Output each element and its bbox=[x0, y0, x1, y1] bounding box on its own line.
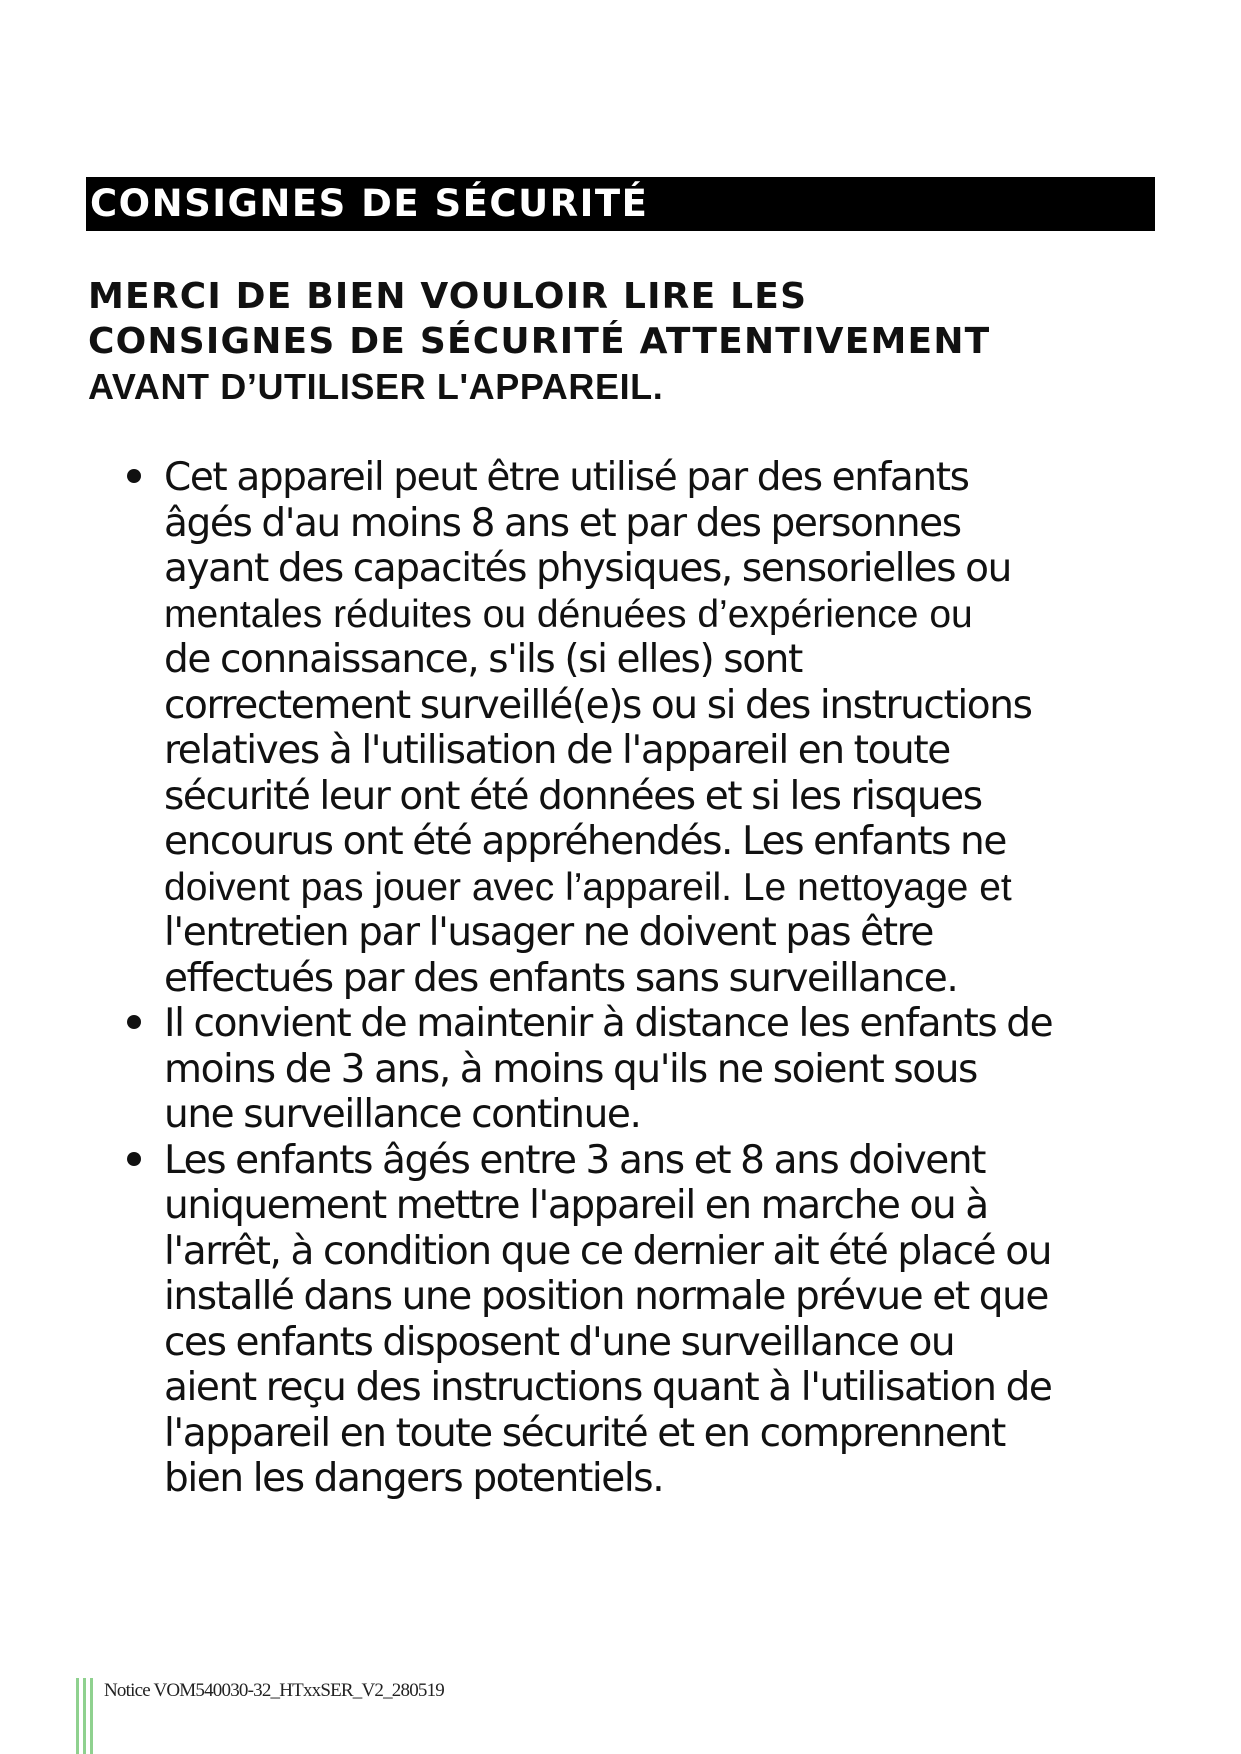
bullet-dot-icon bbox=[127, 1152, 141, 1166]
intro-line: CONSIGNES DE SÉCURITÉ ATTENTIVEMENT bbox=[88, 321, 991, 362]
text-line: effectués par des enfants sans surveillance. bbox=[164, 955, 958, 1001]
text-line: l'arrêt, à condition que ce dernier ait été placé ou bbox=[164, 1228, 1052, 1274]
text-line: une surveillance continue. bbox=[164, 1092, 641, 1137]
text-line: Les enfants âgés entre 3 ans et 8 ans doivent bbox=[164, 1137, 986, 1183]
text-line: bien les dangers potentiels. bbox=[164, 1456, 664, 1501]
footer-bar bbox=[76, 1678, 79, 1754]
text-line: doivent pas jouer avec l’appareil. Le nettoyage et bbox=[164, 865, 1012, 909]
bullet-dot-icon bbox=[127, 469, 141, 483]
text-line: de connaissance, s'ils (si elles) sont bbox=[164, 637, 802, 682]
list-item bbox=[0, 455, 1164, 1001]
intro-line: AVANT D’UTILISER L'APPAREIL. bbox=[88, 366, 664, 407]
text-line: ces enfants disposent d'une surveillance ou bbox=[164, 1319, 955, 1365]
text-line: l'appareil en toute sécurité et en comprennent bbox=[164, 1410, 1005, 1456]
bullet-dot-icon bbox=[127, 1015, 141, 1029]
text-line: correctement surveillé(e)s ou si des instructions bbox=[164, 682, 1032, 728]
text-line: encourus ont été appréhendés. Les enfants ne bbox=[164, 819, 1006, 864]
text-line: installé dans une position normale prévue et que bbox=[164, 1274, 1049, 1319]
section-title: CONSIGNES DE SÉCURITÉ bbox=[90, 182, 649, 225]
list-item-text bbox=[164, 455, 1164, 1001]
footer-bar bbox=[83, 1678, 86, 1754]
text-line: ayant des capacités physiques, sensorielles ou bbox=[164, 546, 1011, 591]
text-line: sécurité leur ont été données et si les risques bbox=[164, 773, 982, 819]
intro-line: MERCI DE BIEN VOULOIR LIRE LES bbox=[88, 276, 808, 317]
list-item bbox=[0, 1001, 1164, 1138]
intro-heading bbox=[88, 274, 1158, 409]
text-line: uniquement mettre l'appareil en marche ou à bbox=[164, 1183, 988, 1228]
text-line: moins de 3 ans, à moins qu'ils ne soient sous bbox=[164, 1046, 977, 1092]
page-footer bbox=[76, 1678, 676, 1754]
footer-decorative-bars bbox=[76, 1678, 96, 1754]
list-item bbox=[0, 1138, 1164, 1502]
footer-bar bbox=[90, 1678, 93, 1754]
text-line: âgés d'au moins 8 ans et par des personnes bbox=[164, 500, 961, 546]
list-item-text bbox=[164, 1138, 1164, 1502]
text-line: relatives à l'utilisation de l'appareil en toute bbox=[164, 728, 950, 773]
safety-instructions-list bbox=[0, 455, 1241, 1502]
text-line: Il convient de maintenir à distance les enfants de bbox=[164, 1001, 1053, 1046]
text-line: aient reçu des instructions quant à l'utilisation de bbox=[164, 1365, 1052, 1410]
section-title-banner bbox=[86, 177, 1155, 231]
text-line: l'entretien par l'usager ne doivent pas être bbox=[164, 910, 933, 955]
list-item-text bbox=[164, 1001, 1164, 1138]
text-line: mentales réduites ou dénuées d’expérience ou bbox=[164, 592, 973, 636]
footer-document-reference: Notice VOM540030-32_HTxxSER_V2_280519 bbox=[104, 1680, 445, 1701]
text-line: Cet appareil peut être utilisé par des enfants bbox=[164, 455, 969, 500]
